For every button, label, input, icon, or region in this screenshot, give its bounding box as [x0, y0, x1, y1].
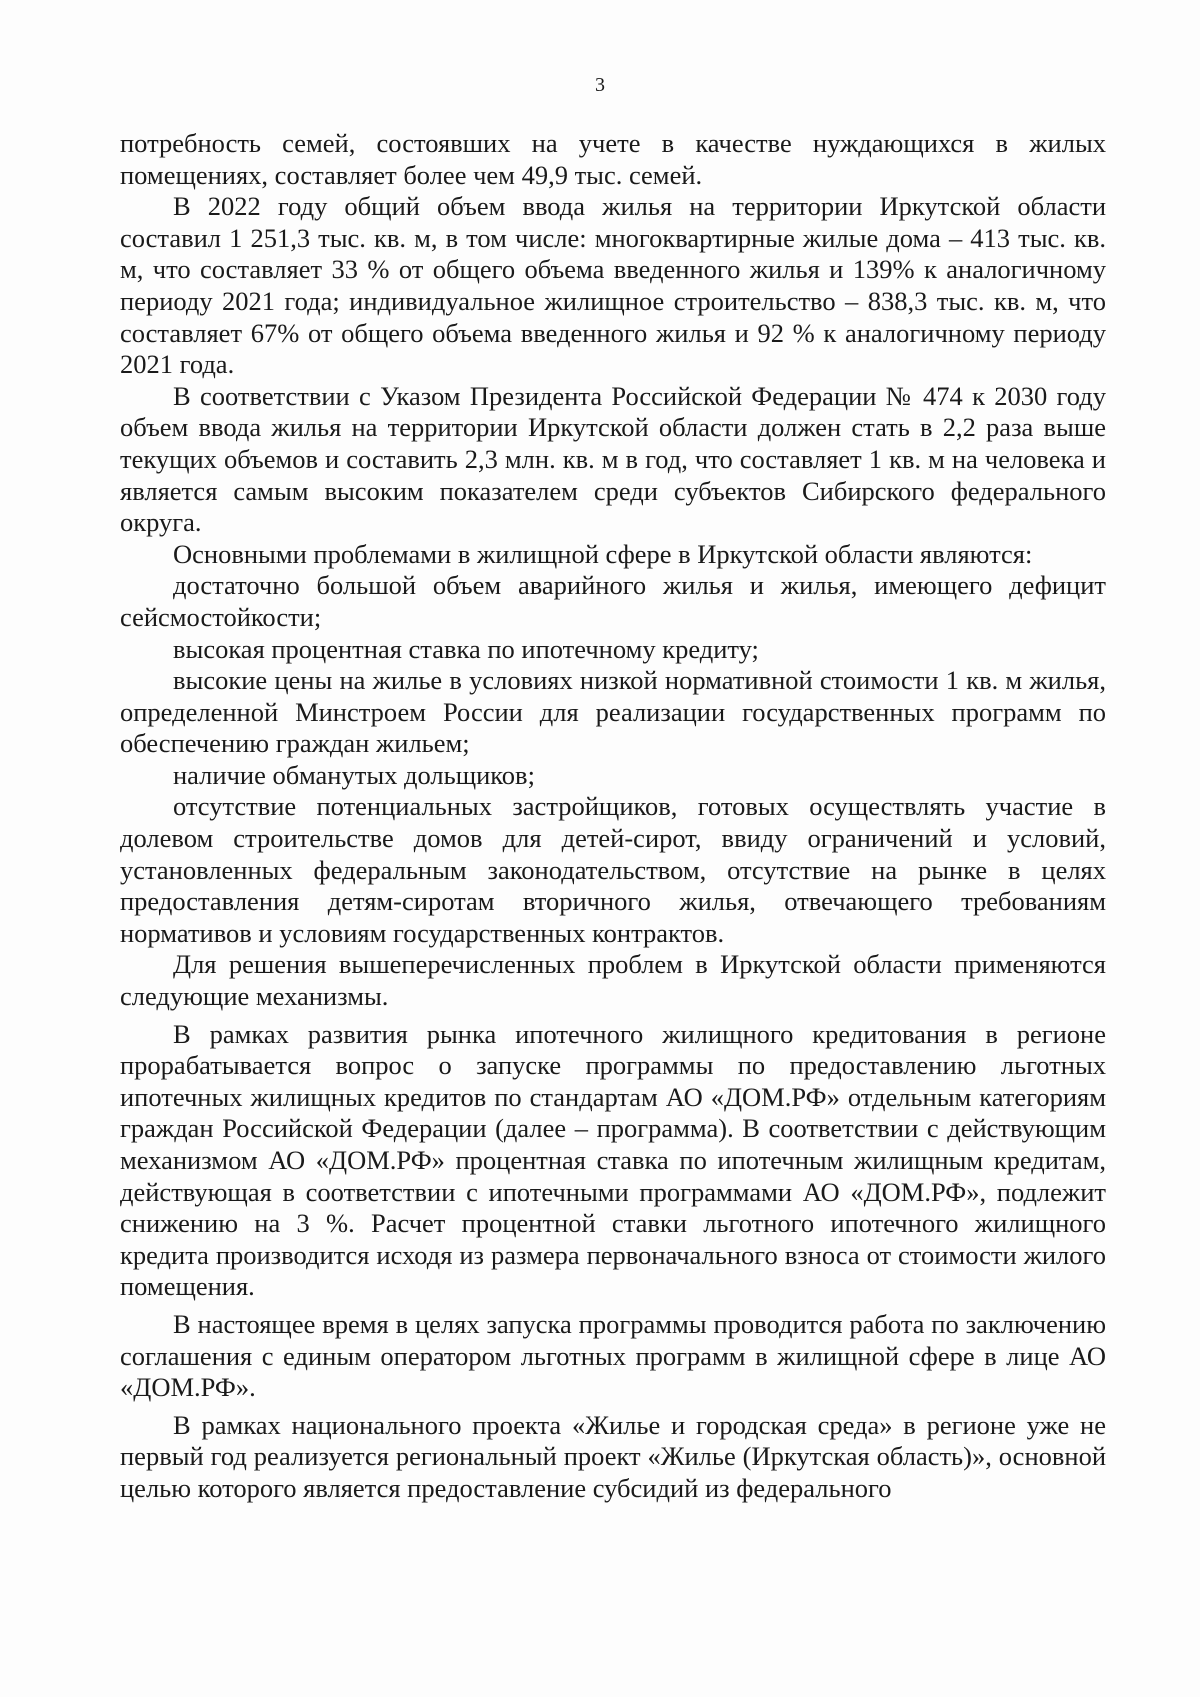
- paragraph: В 2022 году общий объем ввода жилья на территории Иркутской области составил 1 251,3 тыс. кв. м, в том числе: многоквартирные жилые дома – 413 тыс. кв. м, что составляет 33 % от общего объема введенного жилья и 139% к аналогичному периоду 2021 года; индивидуальное жилищное строительство – 838,3 тыс. кв. м, что составляет 67% от общего объема введенного жилья и 92 % к аналогичному периоду 2021 года.: [120, 191, 1106, 380]
- paragraph: потребность семей, состоявших на учете в качестве нуждающихся в жилых помещениях, составляет более чем 49,9 тыс. семей.: [120, 128, 1106, 190]
- paragraph: В рамках развития рынка ипотечного жилищного кредитования в регионе прорабатывается вопрос о запуске программы по предоставлению льготных ипотечных жилищных кредитов по стандартам АО «ДОМ.РФ» отдельным категориям граждан Российской Федерации (далее – программа). В соответствии с действующим механизмом АО «ДОМ.РФ» процентная ставка по ипотечным жилищным кредитам, действующая в соответствии с ипотечными программами АО «ДОМ.РФ», подлежит снижению на 3 %. Расчет процентной ставки льготного ипотечного жилищного кредита производится исходя из размера первоначального взноса от стоимости жилого помещения.: [120, 1018, 1106, 1302]
- paragraph: В рамках национального проекта «Жилье и городская среда» в регионе уже не первый год реализуется региональный проект «Жилье (Иркутская область)», основной целью которого является предоставление субсидий из федерального: [120, 1409, 1106, 1503]
- paragraph: Основными проблемами в жилищной сфере в Иркутской области являются:: [173, 538, 1033, 569]
- paragraph: Для решения вышеперечисленных проблем в Иркутской области применяются следующие механизмы.: [120, 949, 1106, 1012]
- list-item: достаточно большой объем аварийного жилья и жилья, имеющего дефицит сейсмостойкости;: [120, 570, 1106, 632]
- list-item: высокая процентная ставка по ипотечному кредиту;: [173, 633, 759, 664]
- paragraph: В настоящее время в целях запуска программы проводится работа по заключению соглашения с единым оператором льготных программ в жилищной сфере в лице АО «ДОМ.РФ».: [120, 1308, 1106, 1403]
- paragraph: В соответствии с Указом Президента Российской Федерации № 474 к 2030 году объем ввода жилья на территории Иркутской области должен стать в 2,2 раза выше текущих объемов и составить 2,3 млн. кв. м в год, что составляет 1 кв. м на человека и является самым высоким показателем среди субъектов Сибирского федерального округа.: [120, 380, 1106, 538]
- document-body: [120, 128, 1106, 1505]
- list-item: высокие цены на жилье в условиях низкой нормативной стоимости 1 кв. м жилья, определенной Минстроем России для реализации государственных программ по обеспечению граждан жильем;: [120, 665, 1106, 759]
- list-item: наличие обманутых дольщиков;: [173, 759, 535, 790]
- list-item: отсутствие потенциальных застройщиков, готовых осуществлять участие в долевом строительстве домов для детей-сирот, ввиду ограничений и условий, установленных федеральным законодательством, отсутствие на рынке в целях предоставления детям-сиротам вторичного жилья, отвечающего требованиям нормативов и условиям государственных контрактов.: [120, 791, 1106, 948]
- page-number: 3: [595, 74, 605, 96]
